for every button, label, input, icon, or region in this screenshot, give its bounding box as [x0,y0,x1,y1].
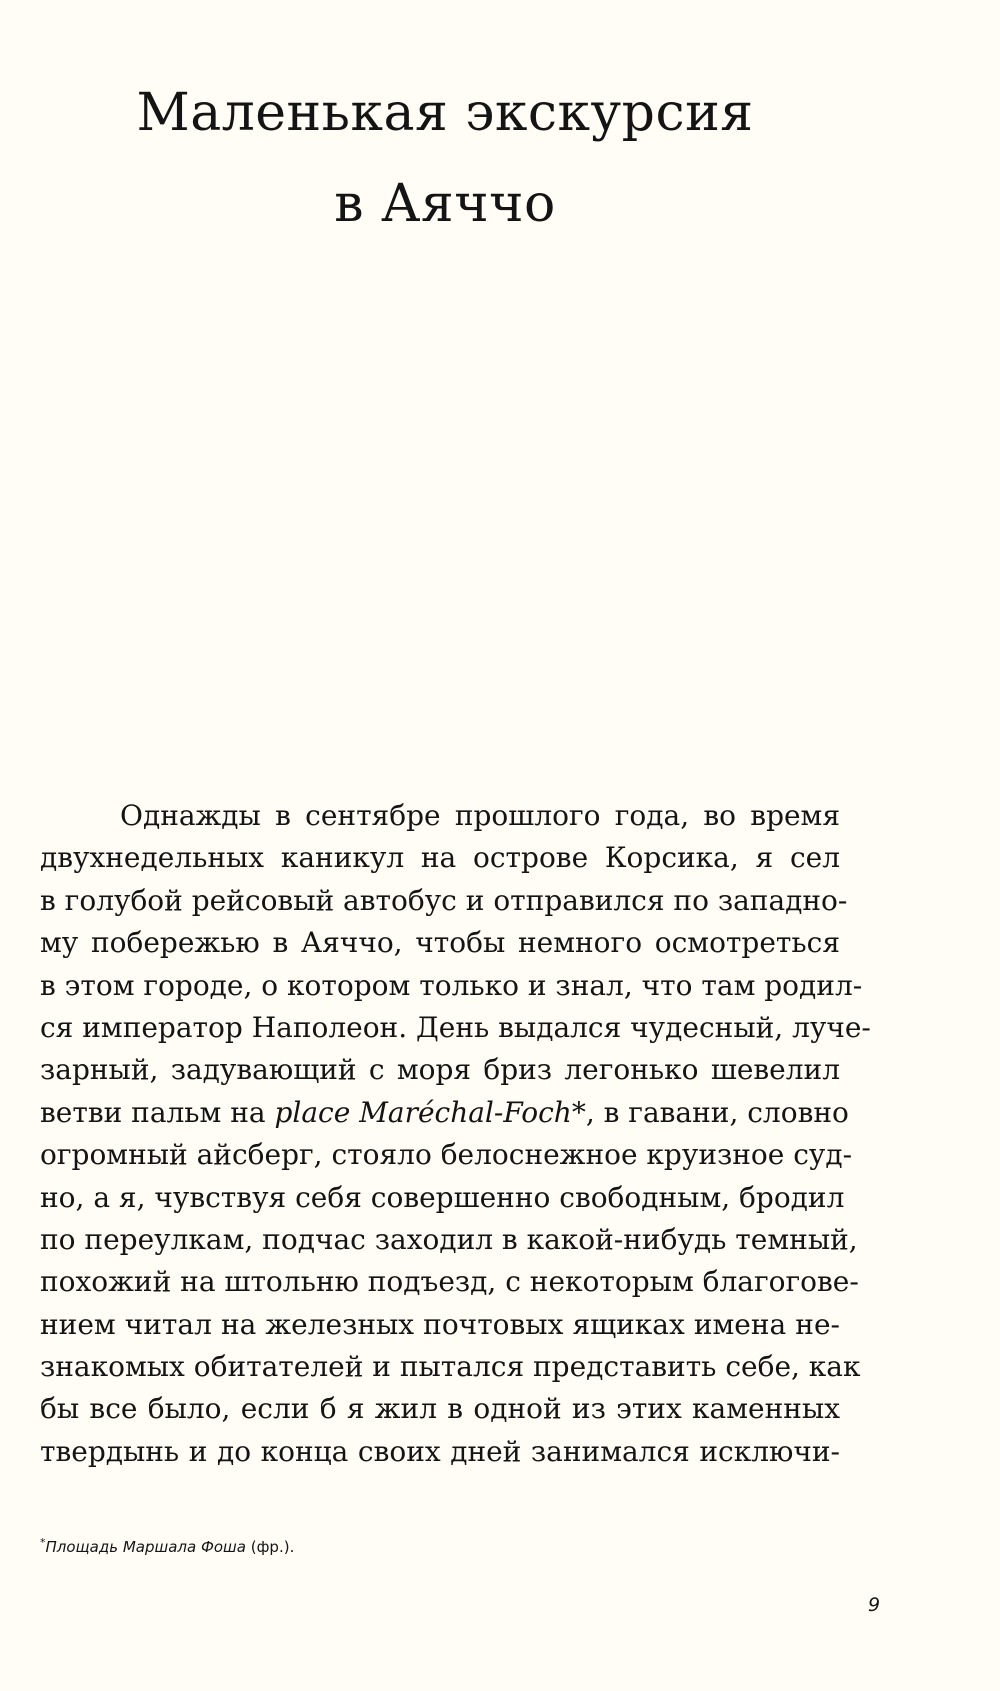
body-line-with-italic [40,1092,849,1134]
footnote-mark: * [40,1536,46,1549]
chapter-title-line-2: в Аяччо [334,174,556,234]
body-line: в этом городе, о котором только и знал, что там родил- [40,968,863,1002]
body-line: Однажды в сентябре прошлого года, во время [120,799,840,832]
body-line: знакомых обитателей и пытался представить себе, как [40,1350,861,1384]
body-line: ся император Наполеон. День выдался чудесный, луче- [40,1010,871,1044]
body-line: му побережью в Аяччо, чтобы немного осмотреться [40,926,840,960]
body-line: двухнедельных каникул на острове Корсика, я сел [40,841,840,875]
foreign-place-name: place Maréchal-Foch [274,1095,572,1129]
body-line: огромный айсберг, стояло белоснежное круизное суд- [40,1138,853,1172]
body-line: нием читал на железных почтовых ящиках имена не- [40,1307,840,1341]
body-line: но, а я, чувствуя себя совершенно свободным, бродил [40,1180,845,1214]
body-line: похожий на штольню подъезд, с некоторым благогове- [40,1265,859,1299]
body-line: твердынь и до конца своих дней занимался исключи- [40,1434,840,1468]
footnote-text: Площадь Маршала Фоша [45,1538,246,1556]
body-line: бы все было, если б я жил в одной из этих каменных [40,1392,840,1426]
page-number: 9 [868,1594,881,1616]
body-line: в голубой рейсовый автобус и отправился по западно- [40,883,848,917]
footnote-suffix: (фр.). [245,1538,295,1556]
body-paragraph [40,795,871,1473]
chapter-title [0,68,890,250]
body-line-segment: *, в гавани, словно [571,1095,849,1129]
body-line-segment: ветви пальм на [40,1095,275,1129]
body-line: по переулкам, подчас заходил в какой-нибудь темный, [40,1222,858,1256]
body-line: зарный, задувающий с моря бриз легонько шевелил [40,1053,840,1087]
chapter-title-line-1: Маленькая экскурсия [136,83,754,143]
footnote [40,1533,294,1557]
